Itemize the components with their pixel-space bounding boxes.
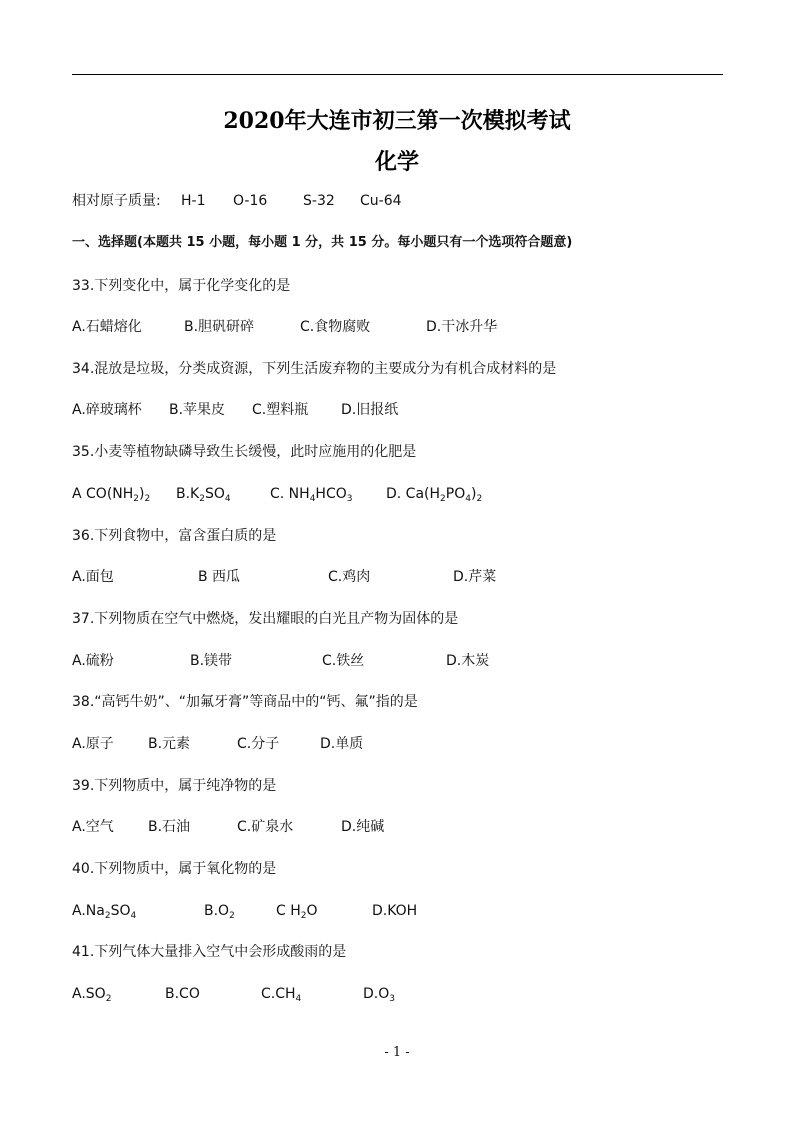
option-a: A.空气 xyxy=(72,819,114,835)
option-b: B.CO xyxy=(165,986,200,1002)
option-a: $A.SO_2$ xyxy=(72,986,112,1004)
question-stem: 35.小麦等植物缺磷导致生长缓慢，此时应施用的化肥是 xyxy=(72,444,417,460)
question-stem: 39.下列物质中，属于纯净物的是 xyxy=(72,778,277,794)
option-d: D.单质 xyxy=(320,736,364,752)
option-b: B 西瓜 xyxy=(198,569,241,585)
option-d: D.芹菜 xyxy=(453,569,497,585)
option-b: $B.O_2$ xyxy=(204,903,235,921)
question-stem: 41.下列气体大量排入空气中会形成酸雨的是 xyxy=(72,944,347,960)
atomic-mass-cu: Cu-64 xyxy=(360,193,402,209)
option-a: $A.Na_2SO_4$ xyxy=(72,903,137,921)
option-c: $C.CH_4$ xyxy=(261,986,302,1004)
option-c: C.鸡肉 xyxy=(328,569,371,585)
option-d: D.KOH xyxy=(372,903,418,919)
option-c: C.分子 xyxy=(237,736,280,752)
option-d: D.干冰升华 xyxy=(426,319,498,335)
atomic-mass-h: H-1 xyxy=(181,193,206,209)
option-a: A $CO(NH_2)_2$ xyxy=(72,486,151,504)
option-c: C. $NH_4HCO_3$ xyxy=(270,486,353,504)
header-rule xyxy=(72,74,723,75)
question-stem: 34.混放是垃圾，分类成资源，下列生活废弃物的主要成分为有机合成材料的是 xyxy=(72,361,557,377)
option-c: C.塑料瓶 xyxy=(252,402,309,418)
option-b: $B.K_2SO_4$ xyxy=(176,486,231,504)
option-b: B.石油 xyxy=(148,819,191,835)
option-b: B.元素 xyxy=(148,736,191,752)
option-a: A.原子 xyxy=(72,736,114,752)
subject-title: 化学 xyxy=(374,149,419,175)
option-d: D.纯碱 xyxy=(341,819,385,835)
question-stem: 38.“高钙牛奶”、“加氟牙膏”等商品中的“钙、氟”指的是 xyxy=(72,694,418,710)
option-a: A.硫粉 xyxy=(72,653,114,669)
atomic-mass-o: O-16 xyxy=(233,193,268,209)
section-heading: 一、选择题(本题共 15 小题，每小题 1 分，共 15 分。每小题只有一个选项符合题意) xyxy=(72,235,573,250)
option-c: C $H_2O$ xyxy=(276,903,318,921)
atomic-mass-label: 相对原子质量: xyxy=(72,193,161,209)
option-a: A.石蜡熔化 xyxy=(72,319,142,335)
exam-title: 2020年大连市初三第一次模拟考试 xyxy=(223,108,571,134)
page-number: - 1 - xyxy=(384,1045,410,1060)
option-c: C.食物腐败 xyxy=(300,319,371,335)
option-b: B.镁带 xyxy=(190,653,233,669)
option-c: C.矿泉水 xyxy=(237,819,294,835)
option-a: A.碎玻璃杯 xyxy=(72,402,142,418)
option-d: D. $Ca(H_2PO_4)_2$ xyxy=(386,486,483,504)
option-a: A.面包 xyxy=(72,569,114,585)
option-c: C.铁丝 xyxy=(322,653,365,669)
option-b: B.苹果皮 xyxy=(169,402,226,418)
question-stem: 33.下列变化中，属于化学变化的是 xyxy=(72,278,291,294)
atomic-mass-s: S-32 xyxy=(303,193,335,209)
question-stem: 37.下列物质在空气中燃烧，发出耀眼的白光且产物为固体的是 xyxy=(72,611,459,627)
option-d: $D.O_3$ xyxy=(363,986,395,1004)
question-stem: 36.下列食物中，富含蛋白质的是 xyxy=(72,528,277,544)
option-d: D.旧报纸 xyxy=(341,402,399,418)
option-b: B.胆矾研碎 xyxy=(184,319,255,335)
option-d: D.木炭 xyxy=(446,653,490,669)
question-stem: 40.下列物质中，属于氧化物的是 xyxy=(72,861,277,877)
